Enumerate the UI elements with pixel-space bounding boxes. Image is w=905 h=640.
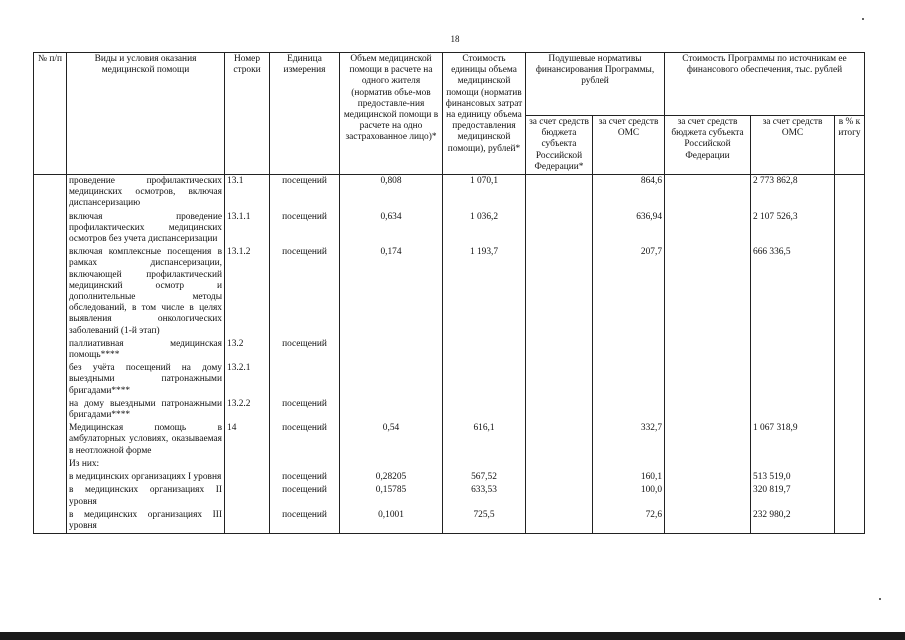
- row-volume: 0,1001: [340, 509, 443, 534]
- row-src-budget: [665, 338, 751, 362]
- row-cost: [443, 362, 526, 398]
- row-norm-oms: 207,7: [593, 246, 665, 338]
- row-volume: 0,808: [340, 175, 443, 211]
- table-row: [34, 422, 865, 458]
- row-pct: [835, 458, 865, 471]
- row-num: [34, 362, 67, 398]
- row-name: в медицинских организациях II уровня: [67, 484, 225, 508]
- row-cost: 1 193,7: [443, 246, 526, 338]
- row-src-budget: [665, 458, 751, 471]
- row-line: [225, 471, 270, 484]
- table-row: [34, 398, 865, 422]
- row-pct: [835, 398, 865, 422]
- row-pct: [835, 175, 865, 211]
- row-num: [34, 338, 67, 362]
- row-cost: 633,53: [443, 484, 526, 508]
- row-line: 13.1.1: [225, 211, 270, 247]
- row-norm-budget: [526, 175, 593, 211]
- row-pct: [835, 362, 865, 398]
- header-volume: Объем медицинской помощи в расчете на одного жителя (норматив объе-мов предоставле-ния медицинской помощи в расчете на одно застрахованное лицо)*: [340, 53, 443, 175]
- row-src-budget: [665, 211, 751, 247]
- row-src-budget: [665, 175, 751, 211]
- row-src-oms: 2 773 862,8: [751, 175, 835, 211]
- row-unit: посещений: [270, 484, 340, 508]
- row-src-oms: 666 336,5: [751, 246, 835, 338]
- row-norm-oms: 160,1: [593, 471, 665, 484]
- header-line: Номер строки: [225, 53, 270, 175]
- table-row: [34, 246, 865, 338]
- row-src-budget: [665, 246, 751, 338]
- row-cost: [443, 458, 526, 471]
- row-norm-budget: [526, 458, 593, 471]
- row-cost: 1 036,2: [443, 211, 526, 247]
- row-cost: 1 070,1: [443, 175, 526, 211]
- row-cost: 616,1: [443, 422, 526, 458]
- row-pct: [835, 211, 865, 247]
- row-name: без учёта посещений на дому выездными патронажными бригадами****: [67, 362, 225, 398]
- row-num: [34, 509, 67, 534]
- header-cost: Стоимость единицы объема медицинской помощи (норматив финансовых затрат на единицу объема предоставления медицинской помощи), рублей*: [443, 53, 526, 175]
- row-volume: 0,15785: [340, 484, 443, 508]
- row-pct: [835, 422, 865, 458]
- row-src-oms: [751, 458, 835, 471]
- table-row: [34, 484, 865, 508]
- row-num: [34, 471, 67, 484]
- table-row: [34, 362, 865, 398]
- row-unit: [270, 458, 340, 471]
- row-src-budget: [665, 422, 751, 458]
- row-src-oms: 1 067 318,9: [751, 422, 835, 458]
- row-num: [34, 398, 67, 422]
- row-name: в медицинских организациях III уровня: [67, 509, 225, 534]
- row-src-oms: 320 819,7: [751, 484, 835, 508]
- scan-edge-bar: [0, 632, 905, 640]
- row-src-budget: [665, 362, 751, 398]
- row-unit: посещений: [270, 398, 340, 422]
- row-src-oms: [751, 398, 835, 422]
- row-src-oms: 513 519,0: [751, 471, 835, 484]
- row-pct: [835, 471, 865, 484]
- header-num: № п/п: [34, 53, 67, 175]
- row-unit: [270, 362, 340, 398]
- row-unit: посещений: [270, 211, 340, 247]
- row-name: проведение профилактических медицинских осмотров, включая диспансеризацию: [67, 175, 225, 211]
- header-src-pct: в % к итогу: [835, 116, 865, 175]
- row-line: 13.2.2: [225, 398, 270, 422]
- row-volume: [340, 338, 443, 362]
- row-src-budget: [665, 398, 751, 422]
- row-unit: посещений: [270, 246, 340, 338]
- header-norm-oms: за счет средств ОМС: [593, 116, 665, 175]
- header-norm-budget: за счет средств бюджета субъекта Российской Федерации*: [526, 116, 593, 175]
- header-src-oms: за счет средств ОМС: [751, 116, 835, 175]
- table-row: [34, 338, 865, 362]
- row-num: [34, 484, 67, 508]
- row-num: [34, 422, 67, 458]
- row-cost: [443, 398, 526, 422]
- header-types: Виды и условия оказания медицинской помощи: [67, 53, 225, 175]
- row-norm-oms: [593, 362, 665, 398]
- row-volume: 0,634: [340, 211, 443, 247]
- row-norm-oms: 332,7: [593, 422, 665, 458]
- scan-speck: [862, 18, 864, 20]
- header-group-norms: Подушевые нормативы финансирования Программы, рублей: [526, 53, 665, 116]
- row-num: [34, 458, 67, 471]
- row-norm-budget: [526, 471, 593, 484]
- row-pct: [835, 338, 865, 362]
- row-unit: посещений: [270, 509, 340, 534]
- row-norm-budget: [526, 484, 593, 508]
- row-src-oms: [751, 338, 835, 362]
- row-norm-budget: [526, 338, 593, 362]
- row-norm-budget: [526, 422, 593, 458]
- table-row: [34, 211, 865, 247]
- row-norm-budget: [526, 211, 593, 247]
- row-unit: посещений: [270, 338, 340, 362]
- row-name: Из них:: [67, 458, 225, 471]
- table-header: [34, 53, 865, 175]
- row-name: паллиативная медицинская помощь****: [67, 338, 225, 362]
- row-line: 13.1.2: [225, 246, 270, 338]
- header-src-budget: за счет средств бюджета субъекта Российской Федерации: [665, 116, 751, 175]
- scan-speck: [879, 598, 881, 600]
- row-src-budget: [665, 471, 751, 484]
- row-volume: 0,174: [340, 246, 443, 338]
- row-volume: 0,54: [340, 422, 443, 458]
- row-src-oms: 232 980,2: [751, 509, 835, 534]
- row-src-budget: [665, 484, 751, 508]
- row-norm-oms: [593, 398, 665, 422]
- row-src-oms: [751, 362, 835, 398]
- row-line: 13.2: [225, 338, 270, 362]
- row-pct: [835, 246, 865, 338]
- row-cost: 567,52: [443, 471, 526, 484]
- row-cost: 725,5: [443, 509, 526, 534]
- row-num: [34, 211, 67, 247]
- row-volume: [340, 398, 443, 422]
- row-name: Медицинская помощь в амбулаторных условиях, оказываемая в неотложной форме: [67, 422, 225, 458]
- row-num: [34, 175, 67, 211]
- row-norm-oms: 72,6: [593, 509, 665, 534]
- row-norm-oms: [593, 338, 665, 362]
- row-line: [225, 458, 270, 471]
- row-num: [34, 246, 67, 338]
- row-unit: посещений: [270, 471, 340, 484]
- row-name: на дому выездными патронажными бригадами****: [67, 398, 225, 422]
- row-norm-budget: [526, 246, 593, 338]
- row-line: [225, 484, 270, 508]
- row-line: 13.2.1: [225, 362, 270, 398]
- table-body: [34, 175, 865, 534]
- row-pct: [835, 484, 865, 508]
- row-norm-oms: 864,6: [593, 175, 665, 211]
- row-name: включая проведение профилактических медицинских осмотров без учета диспансеризации: [67, 211, 225, 247]
- row-norm-budget: [526, 362, 593, 398]
- table-row: [34, 458, 865, 471]
- row-unit: посещений: [270, 175, 340, 211]
- row-src-budget: [665, 509, 751, 534]
- table-row: [34, 471, 865, 484]
- table-row: [34, 175, 865, 211]
- row-volume: [340, 458, 443, 471]
- row-unit: посещений: [270, 422, 340, 458]
- row-norm-oms: 636,94: [593, 211, 665, 247]
- table-row: [34, 509, 865, 534]
- page-number: 18: [450, 34, 460, 44]
- row-norm-oms: [593, 458, 665, 471]
- row-cost: [443, 338, 526, 362]
- row-pct: [835, 509, 865, 534]
- row-norm-oms: 100,0: [593, 484, 665, 508]
- row-line: 14: [225, 422, 270, 458]
- row-name: включая комплексные посещения в рамках диспансеризации, включающей профилактический медицинский осмотр и дополнительные методы обследований, в том числе в целях выявления онкологических заболеваний (1-й этап): [67, 246, 225, 338]
- header-group-sources: Стоимость Программы по источникам ее финансового обеспечения, тыс. рублей: [665, 53, 865, 116]
- header-unit: Единица измерения: [270, 53, 340, 175]
- row-src-oms: 2 107 526,3: [751, 211, 835, 247]
- row-norm-budget: [526, 509, 593, 534]
- row-volume: 0,28205: [340, 471, 443, 484]
- row-line: [225, 509, 270, 534]
- row-line: 13.1: [225, 175, 270, 211]
- row-volume: [340, 362, 443, 398]
- row-norm-budget: [526, 398, 593, 422]
- row-name: в медицинских организациях I уровня: [67, 471, 225, 484]
- financing-table: [33, 52, 865, 534]
